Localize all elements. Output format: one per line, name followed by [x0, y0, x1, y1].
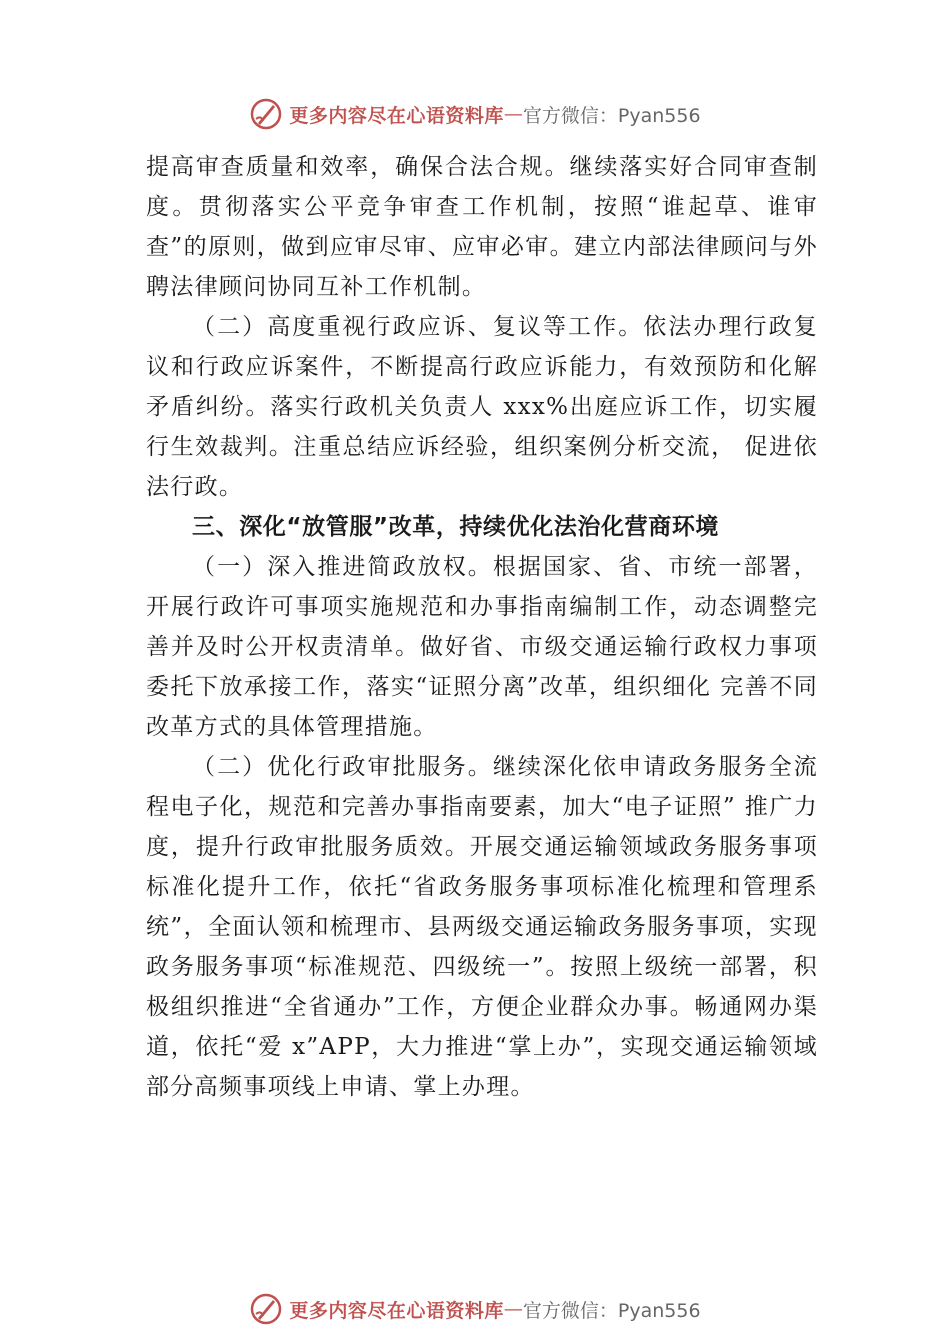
paragraph-approval-services: （二）优化行政审批服务。继续深化依申请政务服务全流程电子化，规范和完善办事指南要素，加大“电子证照” 推广力度，提升行政审批服务质效。开展交通运输领域政务服务事项标准化提升工作，依托“省政务服务事项标准化梳理和管理系统”，全面认领和梳理市、县两级交通运输政务服务事项，实现政务服务事项“标准规范、四级统一”。按照上级统一部署，积极组织推进“全省通办”工作，方便企业群众办事。畅通网办渠道，依托“爱 x”APP，大力推进“掌上办”，实现交通运输领域部分高频事项线上申请、掌上办理。: [146, 754, 818, 1100]
quill-pen-logo-icon: [249, 1292, 283, 1326]
paragraph-administrative-litigation: （二）高度重视行政应诉、复议等工作。依法办理行政复议和行政应诉案件，不断提高行政应诉能力，有效预防和化解矛盾纠纷。落实行政机关负责人 xxx%出庭应诉工作，切实履行生效裁判。注重总结应诉经验，组织案例分析交流， 促进依法行政。: [146, 314, 818, 500]
banner-site-name: 更多内容尽在心语资料库: [289, 104, 504, 127]
footer-dash: —: [503, 1298, 523, 1320]
paragraph-contract-review: 提高审查质量和效率，确保合法合规。继续落实好合同审查制度。贯彻落实公平竞争审查工作机制，按照“谁起草、谁审查”的原则，做到应审尽审、应审必审。建立内部法律顾问与外聘法律顾问协同互补工作机制。: [146, 154, 818, 300]
section-heading-3: 三、深化“放管服”改革，持续优化法治化营商环境: [192, 514, 720, 540]
header-banner: [0, 94, 950, 134]
footer-wechat: 官方微信：Pyan556: [522, 1299, 701, 1322]
banner-wechat: 官方微信：Pyan556: [522, 104, 701, 127]
banner-dash: —: [503, 103, 523, 125]
document-body: [146, 147, 818, 1107]
paragraph-simplify-administration: （一）深入推进简政放权。根据国家、省、市统一部署，开展行政许可事项实施规范和办事指南编制工作，动态调整完善并及时公开权责清单。做好省、市级交通运输行政权力事项委托下放承接工作，落实“证照分离”改革，组织细化 完善不同改革方式的具体管理措施。: [146, 554, 818, 740]
footer-banner: [0, 1289, 950, 1329]
quill-pen-logo-icon: [249, 97, 283, 131]
footer-site-name: 更多内容尽在心语资料库: [289, 1299, 504, 1322]
